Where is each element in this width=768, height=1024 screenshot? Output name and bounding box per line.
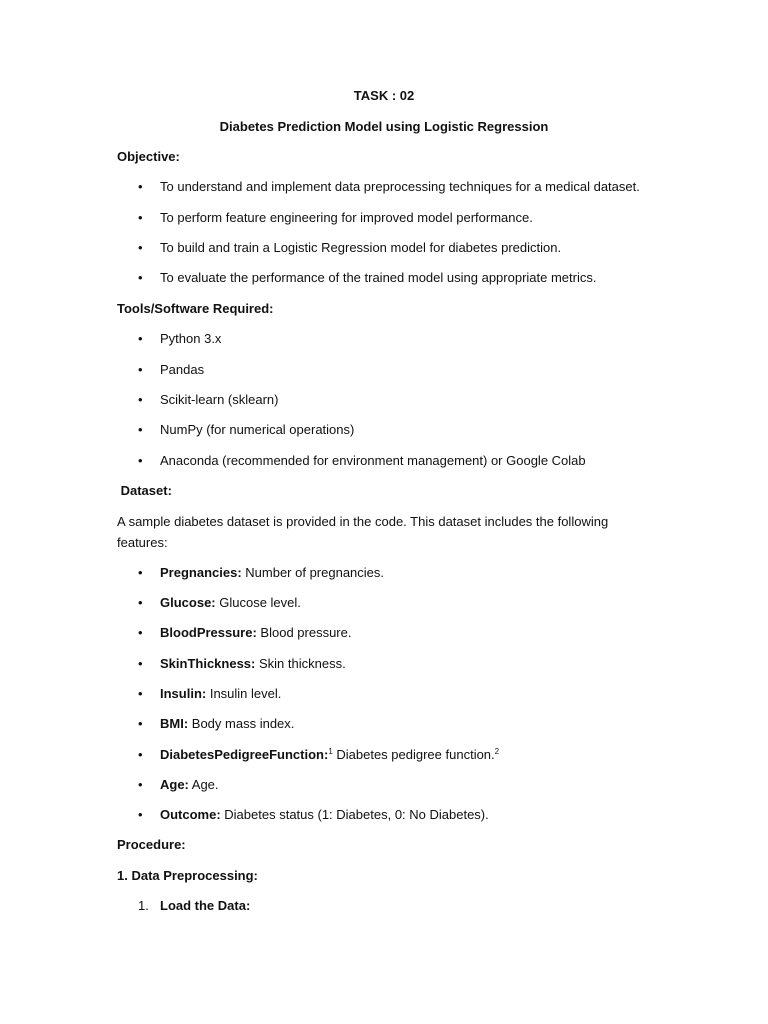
- bullet-icon: •: [138, 625, 143, 640]
- bullet-icon: •: [138, 747, 143, 762]
- bullet-icon: •: [138, 595, 143, 610]
- feature-desc: Blood pressure.: [256, 625, 352, 640]
- list-item: [160, 686, 281, 702]
- list-item: [160, 807, 489, 823]
- step-heading: 1. Data Preprocessing:: [117, 868, 258, 883]
- feature-name: Age:: [160, 777, 189, 792]
- list-item: To evaluate the performance of the trained model using appropriate metrics.: [160, 270, 597, 285]
- feature-name: Outcome:: [160, 807, 221, 822]
- feature-name: SkinThickness:: [160, 656, 256, 671]
- bullet-icon: •: [138, 686, 143, 701]
- bullet-icon: •: [138, 210, 143, 225]
- list-item: [160, 777, 219, 793]
- list-item: [160, 625, 351, 641]
- objective-heading: Objective:: [117, 149, 180, 164]
- bullet-icon: •: [138, 240, 143, 255]
- feature-desc: Glucose level.: [215, 595, 301, 610]
- list-item: Anaconda (recommended for environment management) or Google Colab: [160, 453, 586, 468]
- dataset-intro: A sample diabetes dataset is provided in the code. This dataset includes the following features:: [117, 514, 609, 550]
- feature-desc: Age.: [188, 777, 219, 792]
- footnote-ref: 1: [328, 747, 333, 756]
- dataset-heading: Dataset:: [117, 483, 172, 498]
- bullet-icon: •: [138, 422, 143, 437]
- task-number: TASK : 02: [353, 88, 415, 103]
- bullet-icon: •: [138, 362, 143, 377]
- feature-name: DiabetesPedigreeFunction:: [160, 747, 329, 762]
- feature-desc: Skin thickness.: [255, 656, 346, 671]
- list-item: Scikit-learn (sklearn): [160, 392, 279, 407]
- list-item: Python 3.x: [160, 331, 222, 346]
- feature-name: BMI:: [160, 716, 189, 731]
- feature-desc: Body mass index.: [188, 716, 295, 731]
- document-title: Diabetes Prediction Model using Logistic Regression: [219, 119, 549, 134]
- list-item: [160, 565, 384, 581]
- list-item: [160, 595, 301, 611]
- procedure-heading: Procedure:: [117, 837, 186, 852]
- bullet-icon: •: [138, 179, 143, 194]
- bullet-icon: •: [138, 392, 143, 407]
- bullet-icon: •: [138, 453, 143, 468]
- feature-desc: Number of pregnancies.: [241, 565, 385, 580]
- feature-desc: Diabetes pedigree function.: [332, 747, 495, 762]
- bullet-icon: •: [138, 777, 143, 792]
- feature-name: Insulin:: [160, 686, 207, 701]
- footnote-ref: 2: [494, 747, 500, 756]
- bullet-icon: •: [138, 565, 143, 580]
- bullet-icon: •: [138, 331, 143, 346]
- list-item: [160, 656, 346, 672]
- feature-name: Glucose:: [160, 595, 216, 610]
- tools-heading: Tools/Software Required:: [117, 301, 274, 316]
- bullet-icon: •: [138, 807, 143, 822]
- bullet-icon: •: [138, 270, 143, 285]
- list-item: NumPy (for numerical operations): [160, 422, 355, 437]
- list-item: To perform feature engineering for improved model performance.: [160, 210, 533, 225]
- list-item: To build and train a Logistic Regression model for diabetes prediction.: [160, 240, 562, 255]
- step-label: Load the Data:: [160, 898, 251, 913]
- list-item: [160, 716, 294, 732]
- list-item: To understand and implement data preprocessing techniques for a medical dataset.: [160, 179, 640, 194]
- feature-name: BloodPressure:: [160, 625, 257, 640]
- feature-desc: Diabetes status (1: Diabetes, 0: No Diabetes).: [220, 807, 489, 822]
- bullet-icon: •: [138, 656, 143, 671]
- list-item: Pandas: [160, 362, 205, 377]
- bullet-icon: •: [138, 716, 143, 731]
- step-number: 1.: [138, 898, 149, 913]
- feature-desc: Insulin level.: [206, 686, 282, 701]
- list-item: [160, 747, 499, 763]
- feature-name: Pregnancies:: [160, 565, 242, 580]
